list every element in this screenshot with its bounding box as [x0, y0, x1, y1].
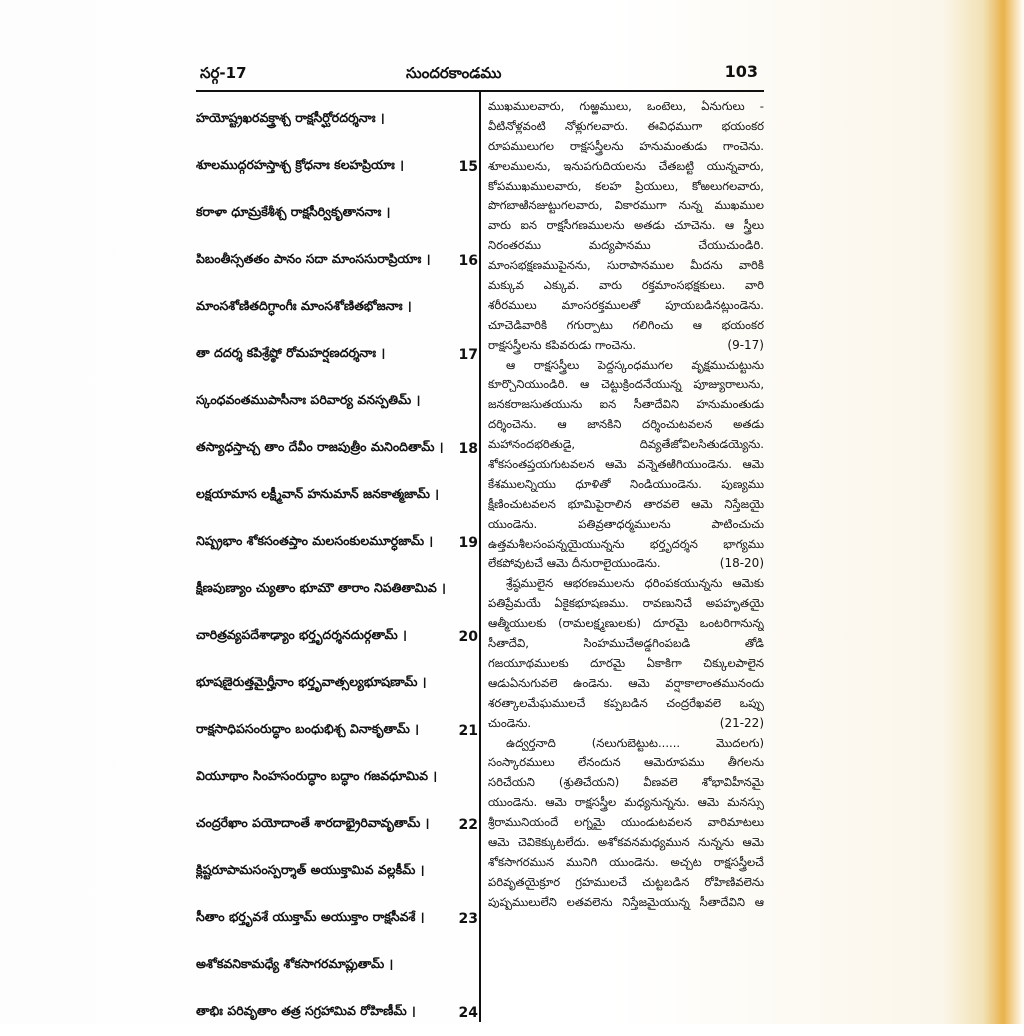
shloka-line	[196, 237, 478, 284]
chapter-label: సర్గ-17	[200, 64, 247, 82]
verse-number: 18	[458, 440, 478, 457]
shloka-line	[196, 519, 478, 566]
shloka-text: భూషణైరుత్తమైర్హీనాం భర్తృవాత్సల్యభూషణామ్ ।	[196, 674, 427, 689]
verse-number: 23	[458, 910, 478, 927]
commentary-text: కేశములన్నియు ధూళితో నిండియుండెను. పుణ్యము	[488, 476, 764, 491]
commentary-line	[488, 435, 764, 455]
commentary-text: శోకసంతప్తయగుటవలన ఆమె వన్నెతఱిగియుండెను. ఆమె	[488, 457, 764, 472]
commentary-line	[488, 554, 764, 574]
commentary-line	[488, 793, 764, 813]
verse-number: 21	[458, 722, 478, 739]
commentary-line	[488, 375, 764, 395]
commentary-text: ఆ రాక్షసస్త్రీలు పెద్దస్కంధముగల వృక్షముచుట్టును	[506, 357, 764, 372]
shloka-text: హయోష్ట్రఖరవక్త్రాశ్చ రాక్షసీర్ఘోరదర్శనాః ।	[196, 110, 385, 125]
commentary-text: సంస్కారములు లేనందున ఆమెరూపము తీగలను	[488, 755, 764, 770]
commentary-text: కూర్చొనియుండిరి. ఆ చెట్టుక్రిందనేయున్న పూజ్యురాలును,	[488, 377, 764, 392]
shloka-line	[196, 425, 478, 472]
shloka-text: శూలముద్గరహస్తాశ్చ క్రోధనాః కలహప్రియాః ।	[196, 157, 404, 172]
commentary-line	[488, 356, 764, 376]
commentary-line	[488, 753, 764, 773]
shloka-text: మాంసశోణితదిగ్ధాంగీః మాంసశోణితభోజనాః ।	[196, 298, 412, 313]
commentary-text: శూలములను, ఇనుపగుదియలను చేతబట్టి యున్నవారు,	[488, 158, 764, 173]
commentary-line	[488, 833, 764, 853]
commentary-text: ఆమె చెవికెక్కుటలేదు. అశోకవనమధ్యమున నున్నను ఆమె	[488, 834, 764, 849]
commentary-line	[488, 316, 764, 336]
shloka-line	[196, 754, 478, 801]
commentary-text: రాక్షసస్త్రీలను కపివరుడు గాంచెను.	[488, 337, 637, 352]
commentary-text: శరీరములు మాంసరక్తములతో పూయబడినట్లుండెను.	[488, 297, 764, 312]
commentary-line	[488, 813, 764, 833]
shloka-line	[196, 284, 478, 331]
commentary-line	[488, 515, 764, 535]
verse-reference: (18-20)	[719, 556, 764, 571]
commentary-text: గజయూథములకు దూరమై ఏకాకిగా చిక్కులపాలైన	[488, 655, 764, 670]
commentary-text: పొగబాఱినజుట్టుగలవారు, వికారముగా నున్న ముఖముల	[488, 198, 764, 213]
shloka-text: క్లిష్టరూపామసంస్పర్శాత్ అయుక్తామివ వల్లకీమ్ ।	[196, 862, 425, 877]
shloka-line	[196, 942, 478, 989]
commentary-text: సరిచేయని (శ్రుతిచేయని) వీణవలె శోభావిహీనమై	[488, 775, 764, 790]
commentary-line	[488, 614, 764, 634]
shloka-text: నిష్ప్రభాం శోకసంతప్తాం మలసంకులమూర్ధజామ్ ।	[196, 533, 434, 548]
running-header	[196, 62, 764, 90]
commentary-line	[488, 117, 764, 137]
shloka-line	[196, 566, 478, 613]
shloka-text: చారిత్రవ్యపదేశాఢ్యాం భర్తృదర్శనదుర్గతామ్ ।	[196, 627, 407, 642]
commentary-text: ఆడుఏనుగువలె ఉండెను. ఆమె వర్షాకాలాంతమునందు	[488, 675, 764, 690]
commentary-line	[488, 634, 764, 654]
shloka-text: తా దదర్శ కపిశ్రేష్ఠో రోమహర్షణదర్శనాః ।	[196, 345, 386, 360]
shloka-text: అశోకవనికామధ్యే శోకసాగరమాప్లుతామ్ ।	[196, 956, 394, 971]
verse-number: 19	[458, 534, 478, 551]
commentary-text: ఉద్వర్తనాది (నలుగుబెట్టుట...... మొదలగు)	[506, 735, 764, 750]
shloka-line	[196, 190, 478, 237]
commentary-text: శరత్కాలమేఘములచే కప్పబడిన చంద్రరేఖవలె ఒప్పు	[488, 695, 764, 710]
commentary-line	[488, 415, 764, 435]
shloka-line	[196, 989, 478, 1036]
shloka-text: చంద్రరేఖాం పయోదాంతే శారదాభ్రైరివావృతామ్ ।	[196, 815, 430, 830]
commentary-text: సీతాదేవి, సింహముచేఅడ్డగింపబడి తోడి	[488, 636, 764, 651]
column-divider	[479, 92, 481, 1022]
commentary-line	[488, 594, 764, 614]
verse-number: 15	[458, 158, 478, 175]
commentary-line	[488, 256, 764, 276]
commentary-text: ఆత్మీయులకు (రామలక్ష్మణులకు) దూరమై ఒంటరిగానున్న	[488, 616, 764, 631]
commentary-text: మక్కువ ఎక్కువ. వారు రక్తమాంసభక్షకులు. వారి	[488, 278, 764, 293]
commentary-text: మాంసభక్షణముపైనను, సురాపానముల మీదను వారికి	[488, 258, 764, 273]
shloka-column	[196, 96, 478, 1036]
commentary-text: ఉత్తమశీలసంపన్నయైయున్నను భర్తృదర్శన భాగ్యము	[488, 536, 764, 551]
shloka-text: సీతాం భర్తృవశే యుక్తామ్ అయుక్తాం రాక్షసీవశే ।	[196, 909, 425, 924]
commentary-line	[488, 734, 764, 754]
verse-number: 24	[458, 1004, 478, 1021]
shloka-line	[196, 472, 478, 519]
commentary-text: పరివృతయైక్రూర గ్రహములచే చుట్టబడిన రోహిణివలెను	[488, 874, 764, 889]
shloka-line	[196, 848, 478, 895]
shloka-line	[196, 660, 478, 707]
commentary-text: శ్రీరామునియందే లగ్నమై యుండుటవలన వారిమాటలు	[488, 815, 764, 830]
commentary-line	[488, 873, 764, 893]
commentary-line	[488, 495, 764, 515]
commentary-line	[488, 475, 764, 495]
commentary-line	[488, 773, 764, 793]
verse-reference: (21-22)	[719, 715, 764, 730]
commentary-text: ముఖములవారు, గుఱ్ఱములు, ఒంటెలు, ఏనుగులు -	[488, 99, 764, 113]
commentary-line	[488, 714, 764, 734]
commentary-line	[488, 296, 764, 316]
commentary-line	[488, 893, 764, 913]
book-page	[196, 56, 764, 1021]
shloka-text: స్కంధవంతముపాసీనాః పరివార్య వనస్పతిమ్ ।	[196, 392, 421, 407]
commentary-text: వారు ఐన రాక్షసీగణములను అతడు చూచెను. ఆ స్త్రీలు	[488, 218, 764, 233]
commentary-line	[488, 157, 764, 177]
page-number: 103	[724, 62, 758, 81]
shloka-line	[196, 96, 478, 143]
shloka-text: క్షీణపుణ్యాం చ్యుతాం భూమౌ తారాం నిపతితామివ ।	[196, 580, 446, 595]
commentary-text: మహానందభరితుడై, దివ్యతేజోవిలసితుడయ్యెను.	[488, 437, 764, 452]
shloka-text: కరాళా ధూమ్రకేశీశ్చ రాక్షసీర్వికృతాననాః ।	[196, 204, 391, 219]
commentary-text: పతిప్రేమయే ఏకైకభూషణము. రావణునిచే అపహృతయై	[488, 596, 764, 611]
commentary-text: లేకపోవుటచే ఆమె దీనురాలైయుండెను.	[488, 556, 661, 571]
verse-number: 22	[458, 816, 478, 833]
shloka-text: తాభిః పరివృతాం తత్ర సగ్రహామివ రోహిణీమ్ ।	[196, 1003, 416, 1018]
commentary-line	[488, 336, 764, 356]
verse-number: 16	[458, 252, 478, 269]
commentary-text: చూచెడివారికి గగుర్పాటు గలిగించు ఆ భయంకర	[488, 317, 764, 332]
verse-number: 17	[458, 346, 478, 363]
shloka-line	[196, 801, 478, 848]
shloka-text: తస్యాధస్తాచ్చ తాం దేవీం రాజపుత్రీం మనిందితామ్ ।	[196, 439, 444, 454]
shloka-text: వియూథాం సింహసంరుద్ధాం బద్ధాం గజవధూమివ ।	[196, 768, 438, 783]
shloka-text: రాక్షసాధిపసంరుద్ధాం బంధుభిశ్చ వినాకృతామ్ ।	[196, 721, 419, 736]
commentary-text: చుండెను.	[488, 715, 532, 730]
commentary-line	[488, 216, 764, 236]
commentary-line	[488, 177, 764, 197]
commentary-line	[488, 654, 764, 674]
shloka-line	[196, 613, 478, 660]
commentary-line	[488, 276, 764, 296]
shloka-line	[196, 895, 478, 942]
commentary-line	[488, 694, 764, 714]
commentary-line	[488, 395, 764, 415]
commentary-line	[488, 236, 764, 256]
verse-reference: (9-17)	[727, 337, 764, 352]
commentary-text: పుష్పములులేని లతవలెను నిస్తేజమైయున్న సీతాదేవిని ఆ	[488, 894, 764, 909]
commentary-column	[488, 97, 764, 913]
commentary-line	[488, 196, 764, 216]
shloka-text: పిబంతీస్సతతం పానం సదా మాంససురాప్రియాః ।	[196, 251, 431, 266]
shloka-text: లక్షయామాస లక్ష్మీవాన్ హనుమాన్ జనకాత్మజామ్ ।	[196, 486, 440, 501]
commentary-text: శ్రేష్ఠములైన ఆభరణములను ధరింపకయున్నను ఆమెకు	[506, 576, 764, 591]
commentary-line	[488, 574, 764, 594]
commentary-text: యుండెను. పతివ్రతాధర్మములను పాటించుచు	[488, 516, 764, 531]
commentary-text: దర్శించెను. ఆ జానకిని దర్శించుటవలన అతడు	[488, 417, 764, 432]
shloka-line	[196, 143, 478, 190]
commentary-text: జనకరాజసుతయును ఐన సీతాదేవిని హనుమంతుడు	[488, 397, 764, 412]
commentary-line	[488, 455, 764, 475]
shloka-line	[196, 331, 478, 378]
commentary-text: క్షీణించుటవలన భూమిపైరాలిన తారవలె ఆమె నిస్తేజయై	[488, 496, 764, 511]
commentary-line	[488, 853, 764, 873]
commentary-text: వీటినోళ్లవంటి నోళ్లుగలవారు. ఈవిధముగా భయంకర	[488, 118, 764, 133]
commentary-text: కోపముఖములవారు, కలహ ప్రియులు, కోఱలుగలవారు,	[488, 178, 764, 193]
commentary-text: శోకసాగరమున మునిగి యుండెను. అచ్చట రాక్షసస్త్రీలచే	[488, 854, 764, 869]
shloka-line	[196, 707, 478, 754]
commentary-line	[488, 535, 764, 555]
commentary-text: యుండెను. ఆమె రాక్షసస్త్రీల మధ్యనున్నను. ఆమె మనస్సు	[488, 795, 764, 810]
commentary-line	[488, 137, 764, 157]
commentary-line	[488, 674, 764, 694]
commentary-text: రూపములుగల రాక్షసస్త్రీలను హనుమంతుడు గాంచెను.	[488, 138, 764, 153]
shloka-line	[196, 378, 478, 425]
commentary-text: నిరంతరము మద్యపానము చేయుచుండిరి.	[488, 238, 764, 253]
commentary-line	[488, 97, 764, 117]
book-title: సుందరకాండము	[406, 64, 502, 82]
verse-number: 20	[458, 628, 478, 645]
